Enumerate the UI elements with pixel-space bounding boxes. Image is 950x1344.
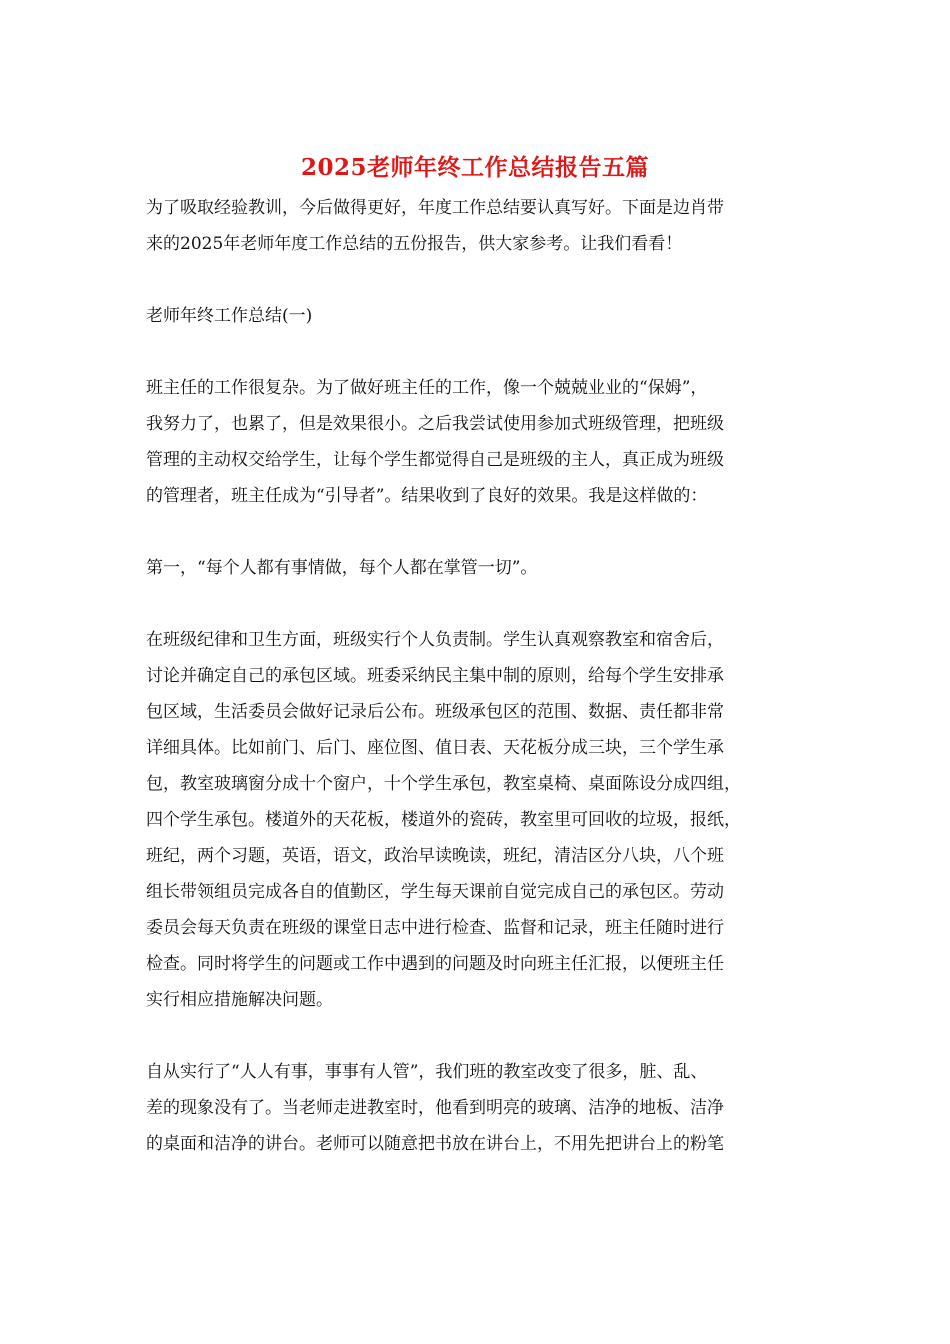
text-line: 讨论并确定自己的承包区域。班委采纳民主集中制的原则，给每个学生安排承 [146,666,724,686]
text-line: 详细具体。比如前门、后门、座位图、值日表、天花板分成三块，三个学生承 [146,738,724,758]
text-line: 的桌面和洁净的讲台。老师可以随意把书放在讲台上，不用先把讲台上的粉笔 [146,1134,724,1154]
text-line: 组长带领组员完成各自的值勤区，学生每天课前自觉完成自己的承包区。劳动 [146,882,724,902]
text-line: 我努力了，也累了，但是效果很小。之后我尝试使用参加式班级管理，把班级 [146,414,724,434]
text-line: 包区域，生活委员会做好记录后公布。班级承包区的范围、数据、责任都非常 [146,702,724,722]
text-line: 为了吸取经验教训，今后做得更好，年度工作总结要认真写好。下面是边肖带 [146,198,724,218]
body-paragraph [146,370,806,514]
intro-paragraph [146,190,806,262]
text-line: 老师年终工作总结(一) [146,306,313,326]
body-paragraph [146,622,806,1018]
text-line: 来的2025年老师年度工作总结的五份报告，供大家参考。让我们看看！ [146,234,683,254]
text-line: 四个学生承包。楼道外的天花板，楼道外的瓷砖，教室里可回收的垃圾，报纸， [146,810,741,830]
document-body [146,190,806,1198]
text-line: 包，教室玻璃窗分成十个窗户，十个学生承包，教室桌椅、桌面陈设分成四组， [146,774,741,794]
section-heading [146,298,806,334]
text-line: 差的现象没有了。当老师走进教室时，他看到明亮的玻璃、洁净的地板、洁净 [146,1098,724,1118]
text-line: 自从实行了“人人有事，事事有人管”，我们班的教室改变了很多，脏、乱、 [146,1062,708,1082]
text-line: 实行相应措施解决问题。 [146,990,333,1010]
text-line: 检查。同时将学生的问题或工作中遇到的问题及时向班主任汇报，以便班主任 [146,954,724,974]
text-line: 班主任的工作很复杂。为了做好班主任的工作，像一个兢兢业业的“保姆”， [146,378,708,398]
document-title: 2025老师年终工作总结报告五篇 [300,154,649,181]
text-line: 的管理者，班主任成为“引导者”。结果收到了良好的效果。我是这样做的： [146,486,708,506]
body-paragraph [146,550,806,586]
text-line: 第一，“每个人都有事情做，每个人都在掌管一切”。 [146,558,538,578]
text-line: 在班级纪律和卫生方面，班级实行个人负责制。学生认真观察教室和宿舍后， [146,630,724,650]
body-paragraph [146,1054,806,1162]
text-line: 委员会每天负责在班级的课堂日志中进行检查、监督和记录，班主任随时进行 [146,918,724,938]
text-line: 管理的主动权交给学生，让每个学生都觉得自己是班级的主人，真正成为班级 [146,450,724,470]
text-line: 班纪，两个习题，英语，语文，政治早读晚读，班纪，清洁区分八块，八个班 [146,846,724,866]
